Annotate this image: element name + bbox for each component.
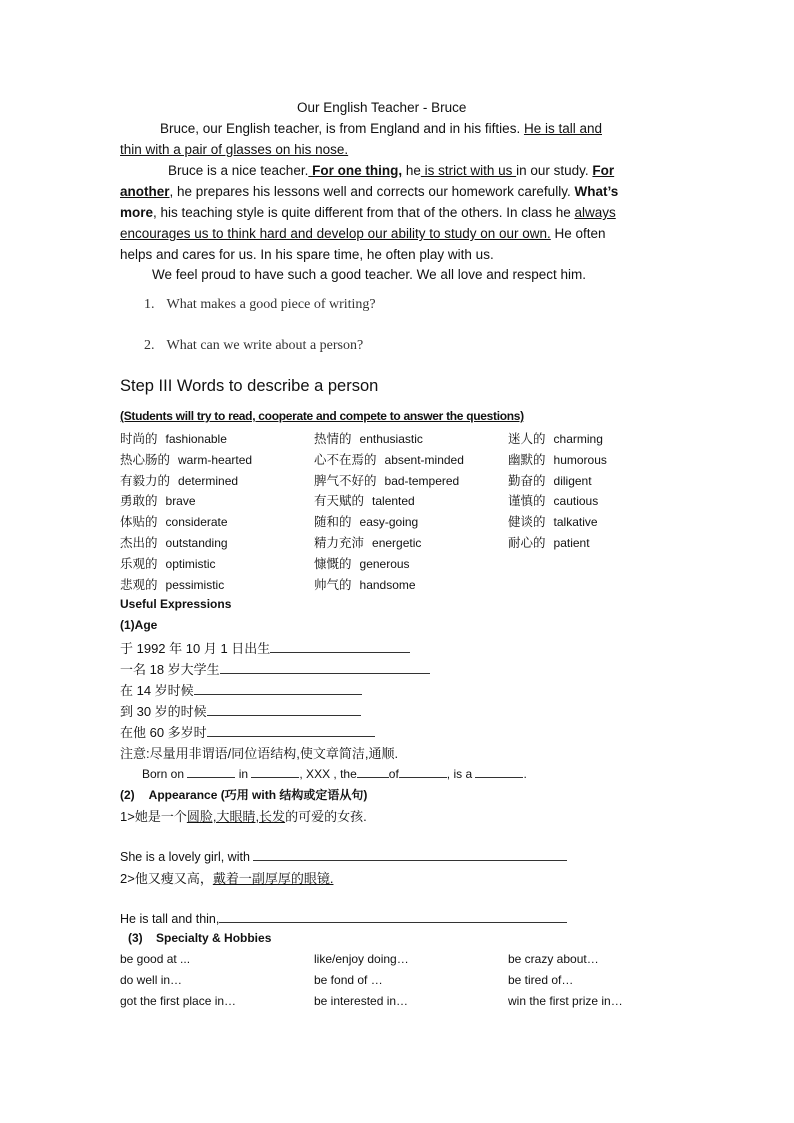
- specialty-cell: be good at ...: [120, 952, 191, 966]
- blank-line: [253, 848, 567, 861]
- vocab-en: considerate: [165, 515, 228, 530]
- vocab-cn: 勇敢的: [120, 493, 158, 509]
- blank-line: [194, 682, 362, 695]
- vocab-cn: 迷人的: [508, 431, 546, 446]
- question-text: What can we write about a person?: [166, 338, 364, 353]
- q1-text: 1>她是一个: [120, 809, 187, 824]
- vocab-cn: 悲观的: [120, 576, 158, 592]
- vocab-cn: 杰出的: [120, 534, 158, 550]
- age-text: 在他 60 多岁时: [120, 725, 207, 740]
- vocab-en: talented: [372, 494, 415, 509]
- vocab-cn: 体贴的: [120, 514, 158, 530]
- specialty-cell: like/enjoy doing…: [314, 952, 409, 966]
- blank-line: [357, 765, 389, 778]
- vocab-cn: 勤奋的: [508, 472, 546, 488]
- vocab-cn: 谨慎的: [508, 493, 546, 509]
- appearance-a2: [120, 910, 567, 926]
- q2-underlined: 戴着一副厚厚的眼镜.: [212, 871, 334, 886]
- for-another-part-1: For: [592, 163, 615, 178]
- vocab-en: determined: [178, 473, 239, 488]
- specialty-cell: be interested in…: [314, 994, 409, 1008]
- vocab-en: absent-minded: [384, 452, 464, 467]
- paragraph-2-text: in our study.: [516, 163, 593, 178]
- specialty-cell: got the first place in…: [120, 994, 237, 1008]
- specialty-cell: be tired of…: [508, 973, 574, 987]
- vocab-item: [508, 512, 607, 533]
- vocab-en: talkative: [553, 515, 598, 530]
- vocab-cn: 随和的: [314, 514, 352, 530]
- vocab-item: [120, 429, 252, 450]
- paragraph-2-text: He often: [550, 226, 606, 241]
- strict-phrase: is strict with us: [420, 163, 517, 178]
- paragraph-3: We feel proud to have such a good teacher. We all love and respect him.: [152, 267, 587, 282]
- born-text: , is a: [446, 767, 476, 781]
- age-item-1: [120, 638, 410, 657]
- vocab-cn: 有毅力的: [120, 472, 171, 488]
- appearance-heading: [120, 786, 367, 803]
- vocab-item: [314, 554, 464, 575]
- specialty-cell: win the first prize in…: [508, 994, 623, 1008]
- appearance-a1: [120, 848, 567, 864]
- age-note: 注意:尽量用非谓语/同位语结构,使文章简洁,通顺.: [120, 746, 399, 761]
- vocab-cn: 耐心的: [508, 534, 546, 550]
- vocab-column-3: [508, 429, 607, 554]
- vocab-en: generous: [359, 556, 410, 571]
- vocab-cn: 健谈的: [508, 514, 546, 530]
- vocab-en: cautious: [553, 494, 599, 509]
- vocab-item: [508, 533, 607, 554]
- for-another-part-2: another: [120, 184, 170, 199]
- vocab-item: [120, 575, 252, 596]
- age-text: 到 30 岁的时候: [120, 704, 207, 719]
- question-2: [144, 338, 363, 354]
- vocab-item: [314, 575, 464, 596]
- q1-text: 的可爱的女孩.: [285, 809, 367, 824]
- vocab-cn: 心不在焉的: [314, 451, 377, 467]
- vocab-cn: 时尚的: [120, 431, 158, 446]
- vocab-en: brave: [165, 494, 196, 509]
- appearance-q2: [120, 868, 333, 887]
- question-1: [144, 297, 376, 313]
- vocab-cn: 乐观的: [120, 555, 158, 571]
- vocab-cn: 慷慨的: [314, 555, 352, 571]
- vocab-item: [314, 512, 464, 533]
- blank-line: [475, 765, 523, 778]
- born-text: in: [235, 767, 252, 781]
- for-one-thing: For one thing,: [308, 163, 403, 178]
- paragraph-1-underlined: He is tall and: [523, 121, 602, 136]
- page-title: Our English Teacher - Bruce: [297, 100, 467, 115]
- born-text: Born on: [142, 767, 188, 781]
- age-item-4: [120, 701, 361, 720]
- specialty-cell: be fond of …: [314, 973, 383, 987]
- paragraph-2-line-3: [120, 202, 616, 223]
- age-item-5: [120, 722, 375, 741]
- blank-line: [270, 640, 410, 653]
- paragraph-1-line-1: [160, 118, 602, 139]
- always-phrase-part-2: encourages us to think hard and develop our ability to study on our own.: [120, 226, 551, 241]
- specialty-cell: do well in…: [120, 973, 183, 987]
- vocab-en: fashionable: [165, 432, 227, 446]
- vocab-item: [120, 512, 252, 533]
- blank-line: [207, 724, 375, 737]
- vocab-en: optimistic: [165, 556, 216, 571]
- paragraph-2-text: he: [402, 163, 421, 178]
- question-text: What makes a good piece of writing?: [166, 297, 376, 312]
- blank-line: [220, 661, 430, 674]
- useful-expressions-heading: Useful Expressions: [120, 597, 232, 611]
- blank-line: [187, 765, 235, 778]
- vocab-cn: 幽默的: [508, 451, 546, 467]
- a2-text: He is tall and thin,: [120, 912, 220, 926]
- vocab-en: charming: [553, 432, 603, 446]
- vocab-column-2: [314, 429, 464, 595]
- vocab-cn: 精力充沛: [314, 534, 365, 550]
- vocab-item: [508, 450, 607, 471]
- age-text: 在 14 岁时候: [120, 683, 194, 698]
- vocab-item: [314, 471, 464, 492]
- whats-more-part-1: What’s: [574, 184, 619, 199]
- age-item-2: [120, 659, 430, 678]
- paragraph-2-text: Bruce is a nice teacher.: [168, 163, 309, 178]
- question-number: 1.: [144, 297, 155, 312]
- vocab-en: bad-tempered: [384, 473, 460, 488]
- appearance-number: (2): [120, 788, 135, 802]
- appearance-q1: [120, 806, 367, 825]
- vocab-cn: 有天赋的: [314, 493, 365, 509]
- blank-line: [399, 765, 447, 778]
- vocab-cn: 热心肠的: [120, 451, 171, 467]
- paragraph-1-text: Bruce, our English teacher, is from England and in his fifties.: [160, 121, 524, 136]
- vocab-item: [120, 471, 252, 492]
- vocab-en: energetic: [372, 535, 422, 550]
- question-number: 2.: [144, 338, 155, 353]
- vocab-cn: 热情的: [314, 431, 352, 446]
- age-text: 一名 18 岁大学生: [120, 662, 220, 677]
- specialty-cell: be crazy about…: [508, 952, 599, 966]
- blank-line: [219, 910, 567, 923]
- vocab-en: warm-hearted: [178, 452, 253, 467]
- paragraph-2-text: , his teaching style is quite different from that of the others. In class he: [153, 205, 575, 220]
- vocab-item: [314, 533, 464, 554]
- paragraph-2-line-4: [120, 223, 606, 244]
- age-heading: (1)Age: [120, 618, 158, 632]
- vocab-item: [508, 429, 607, 450]
- vocab-en: patient: [553, 535, 590, 550]
- vocab-item: [314, 491, 464, 512]
- vocab-en: outstanding: [165, 535, 228, 550]
- born-text: of: [388, 767, 399, 781]
- vocab-en: enthusiastic: [359, 432, 423, 446]
- blank-line: [207, 703, 361, 716]
- vocab-item: [508, 471, 607, 492]
- vocab-en: easy-going: [359, 515, 419, 530]
- specialty-heading: (3) Specialty & Hobbies: [128, 931, 272, 945]
- vocab-item: [120, 450, 252, 471]
- vocab-en: handsome: [359, 577, 416, 592]
- a1-text: She is a lovely girl, with: [120, 850, 254, 864]
- paragraph-2-line-5: helps and cares for us. In his spare time, he often play with us.: [120, 247, 494, 262]
- instruction: (Students will try to read, cooperate and compete to answer the questions): [120, 409, 524, 423]
- vocab-item: [120, 533, 252, 554]
- vocab-en: diligent: [553, 473, 592, 488]
- vocab-item: [314, 450, 464, 471]
- paragraph-2-line-1: [168, 160, 614, 181]
- vocab-cn: 帅气的: [314, 576, 352, 592]
- step-heading: Step III Words to describe a person: [120, 377, 379, 395]
- born-text: .: [523, 767, 527, 781]
- born-text: , XXX , the: [299, 767, 357, 781]
- age-item-3: [120, 680, 362, 699]
- vocab-cn: 脾气不好的: [314, 472, 377, 488]
- paragraph-2-text: , he prepares his lessons well and corrects our homework carefully.: [169, 184, 575, 199]
- paragraph-1-line-2: thin with a pair of glasses on his nose.: [120, 142, 349, 157]
- vocab-item: [120, 554, 252, 575]
- vocab-item: [314, 429, 464, 450]
- born-template: [142, 765, 527, 781]
- vocab-en: pessimistic: [165, 577, 225, 592]
- vocab-item: [508, 491, 607, 512]
- appearance-title: Appearance (巧用 with 结构或定语从句): [148, 788, 368, 802]
- blank-line: [251, 765, 299, 778]
- vocab-en: humorous: [553, 452, 607, 467]
- q1-underlined: 圆脸,大眼睛,长发: [186, 809, 286, 824]
- vocab-item: [120, 491, 252, 512]
- vocab-column-1: [120, 429, 252, 595]
- paragraph-2-line-2: [120, 181, 618, 202]
- age-text: 于 1992 年 10 月 1 日出生: [120, 641, 271, 656]
- whats-more-part-2: more: [120, 205, 154, 220]
- q2-text: 2>他又瘦又高，: [120, 871, 213, 886]
- always-phrase-part-1: always: [574, 205, 616, 220]
